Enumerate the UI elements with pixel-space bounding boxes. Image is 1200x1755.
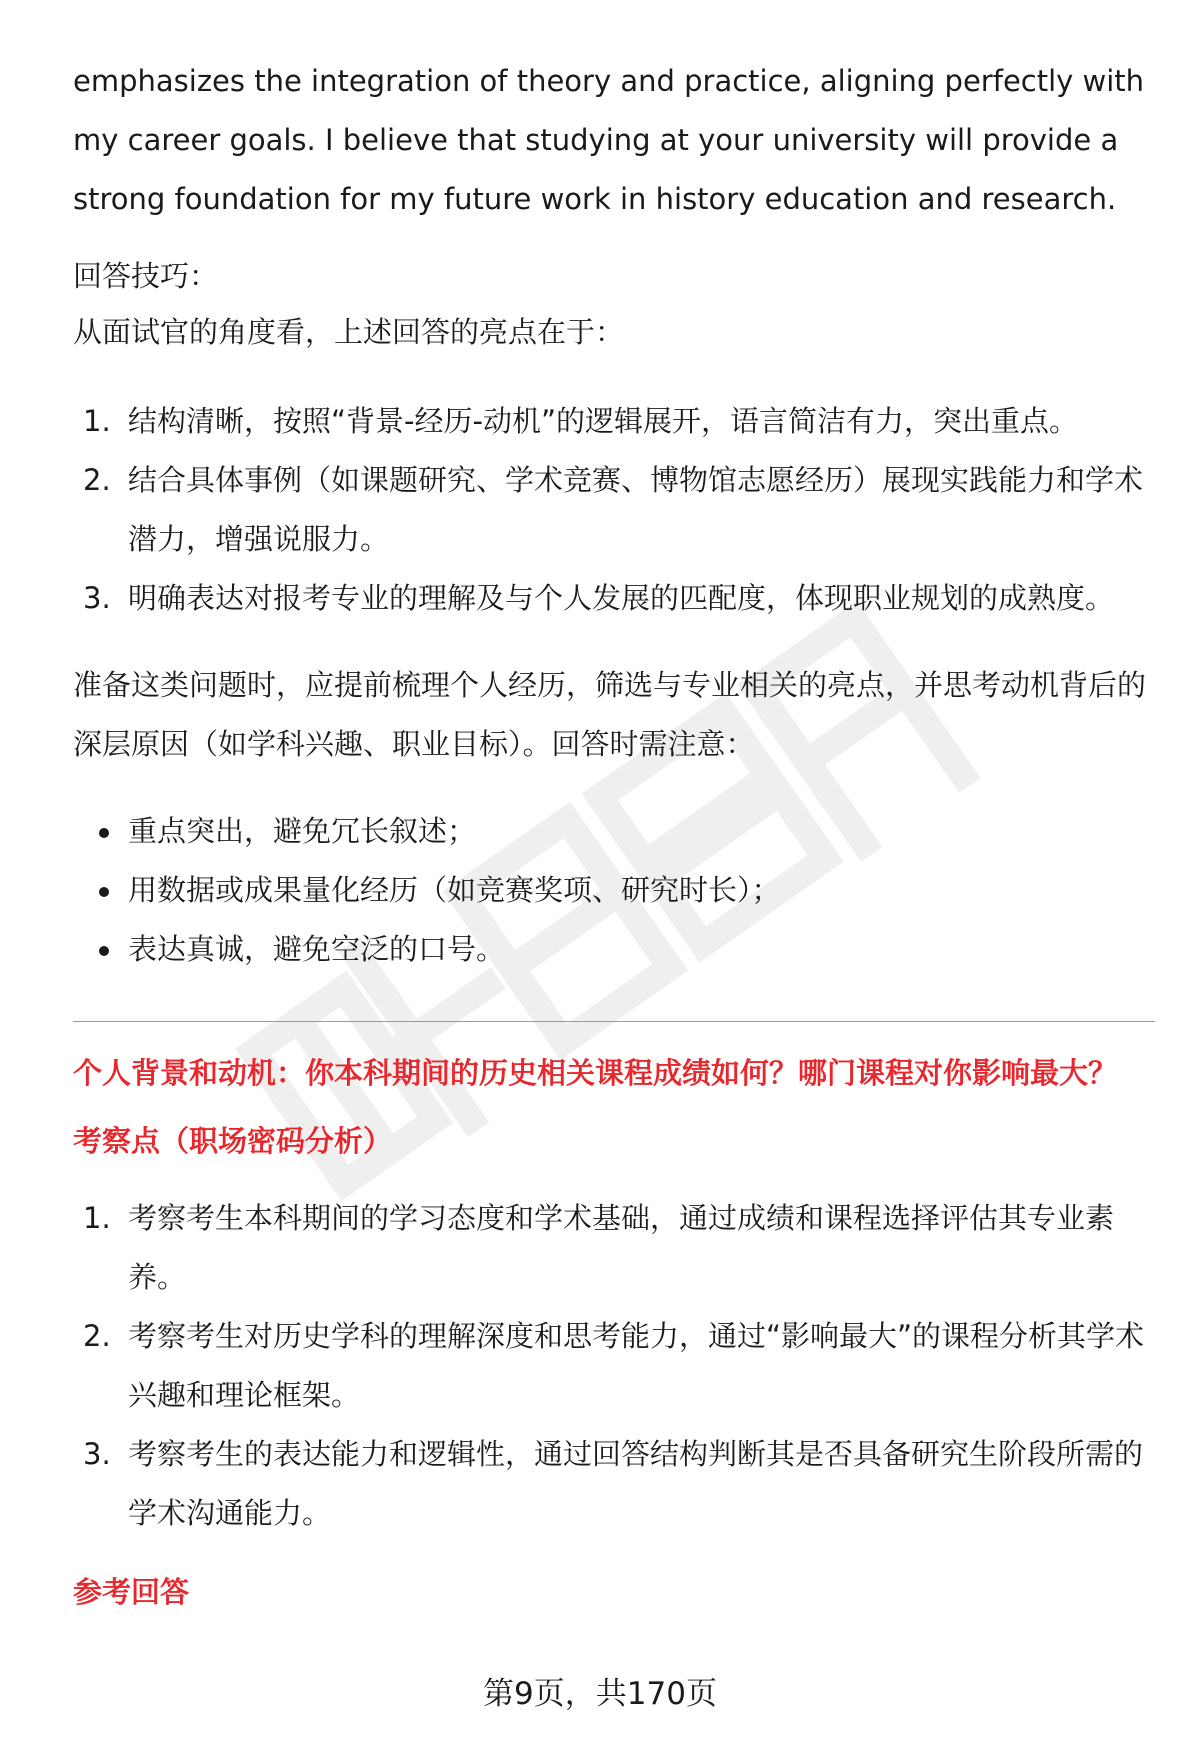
list-number: 2. — [83, 1319, 111, 1353]
list-number: 3. — [83, 581, 111, 615]
list-item-text: 结构清晰，按照“背景-经历-动机”的逻辑展开，语言简洁有力，突出重点。 — [128, 404, 1078, 438]
bullet-icon — [99, 946, 109, 956]
list-item — [73, 861, 1148, 920]
tips-label: 回答技巧： — [73, 259, 219, 293]
assessment-heading: 考察点（职场密码分析） — [73, 1124, 393, 1158]
prep-paragraph: 准备这类问题时，应提前梳理个人经历，筛选与专业相关的亮点，并思考动机背后的深层原因（如学科兴趣、职业目标）。回答时需注意： — [73, 668, 1147, 761]
list-item — [73, 1307, 1148, 1425]
list-item — [73, 451, 1148, 569]
list-item-text: 重点突出，避免冗长叙述； — [128, 814, 477, 848]
list-item-text: 用数据或成果量化经历（如竞赛奖项、研究时长）； — [128, 873, 781, 907]
list-item-text: 结合具体事例（如课题研究、学术竞赛、博物馆志愿经历）展现实践能力和学术潜力，增强说服力。 — [128, 463, 1144, 556]
list-item — [73, 1425, 1148, 1543]
list-item-text: 考察考生的表达能力和逻辑性，通过回答结构判断其是否具备研究生阶段所需的学术沟通能力。 — [128, 1437, 1144, 1530]
list-number: 1. — [83, 404, 111, 438]
list-item — [73, 802, 1148, 861]
list-item — [73, 920, 1148, 979]
list-number: 3. — [83, 1437, 111, 1471]
list-item-text: 明确表达对报考专业的理解及与个人发展的匹配度，体现职业规划的成熟度。 — [128, 581, 1115, 615]
section-divider — [73, 1021, 1155, 1022]
list-item-text: 表达真诚，避免空泛的口号。 — [128, 932, 506, 966]
question-heading: 个人背景和动机：你本科期间的历史相关课程成绩如何？哪门课程对你影响最大？ — [73, 1056, 1118, 1090]
list-item-text: 考察考生对历史学科的理解深度和思考能力，通过“影响最大”的课程分析其学术兴趣和理论框架。 — [128, 1319, 1145, 1412]
list-number: 2. — [83, 463, 111, 497]
list-item-text: 考察考生本科期间的学习态度和学术基础，通过成绩和课程选择评估其专业素养。 — [128, 1201, 1115, 1294]
list-number: 1. — [83, 1201, 111, 1235]
page-content — [73, 52, 1148, 1622]
page-footer: 第9页，共170页 — [483, 1676, 717, 1712]
bullet-icon — [99, 887, 109, 897]
list-item — [73, 392, 1148, 451]
bullet-icon — [99, 828, 109, 838]
tips-intro: 从面试官的角度看，上述回答的亮点在于： — [73, 315, 625, 349]
intro-paragraph: emphasizes the integration of theory and practice, aligning perfectly with my career goals. I believe that studying at your university will provide a strong foundation for my future work in history education and research. — [73, 64, 1145, 216]
reference-heading: 参考回答 — [73, 1575, 190, 1609]
notes-list — [73, 802, 1148, 979]
assessment-list — [73, 1189, 1148, 1543]
highlights-list — [73, 392, 1148, 628]
list-item — [73, 569, 1148, 628]
list-item — [73, 1189, 1148, 1307]
